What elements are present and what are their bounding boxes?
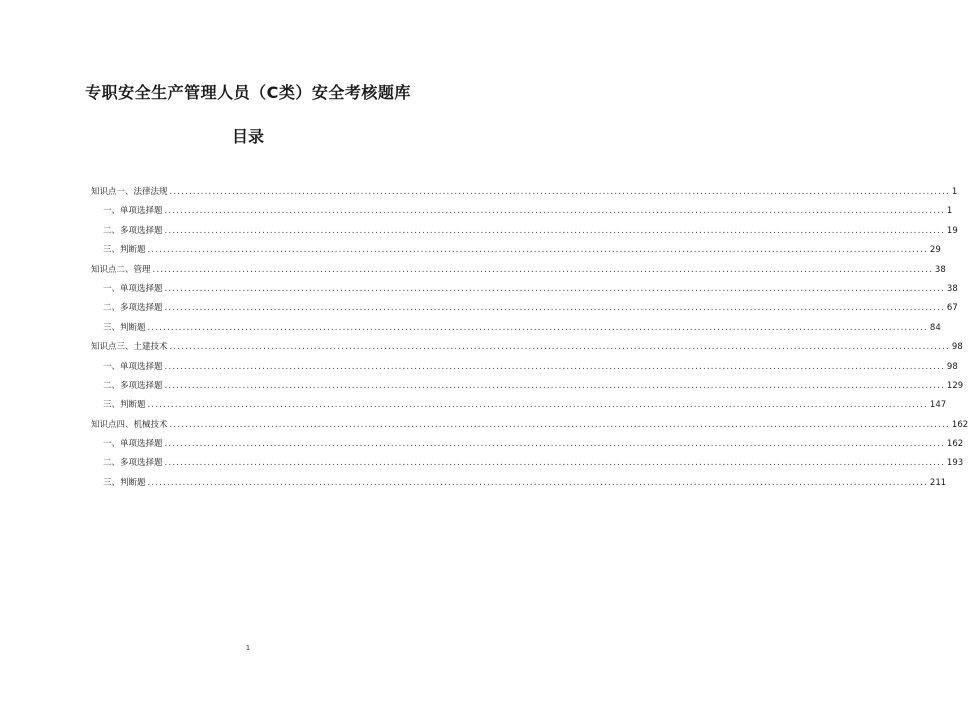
toc-leader-dots: ........................................................................................................................................................................................................ xyxy=(164,225,945,236)
toc-leader-dots: ........................................................................................................................................................................................................ xyxy=(164,206,945,217)
toc-section-entry[interactable] xyxy=(91,185,958,204)
toc-section-entry[interactable] xyxy=(91,340,963,359)
toc-subsection-entry[interactable] xyxy=(91,456,964,475)
table-of-contents xyxy=(91,185,968,495)
toc-entry-label: 三、判断题 xyxy=(103,322,146,333)
toc-entry-page: 84 xyxy=(929,322,941,333)
toc-leader-dots: ........................................................................................................................................................................................................ xyxy=(169,419,950,430)
toc-leader-dots: ........................................................................................................................................................................................................ xyxy=(147,322,928,333)
toc-entry-page: 211 xyxy=(929,477,947,488)
toc-entry-label: 一、单项选择题 xyxy=(103,283,163,294)
toc-entry-label: 二、多项选择题 xyxy=(103,303,163,314)
toc-entry-page: 162 xyxy=(951,419,968,430)
toc-leader-dots: ........................................................................................................................................................................................................ xyxy=(147,477,928,488)
toc-leader-dots: ........................................................................................................................................................................................................ xyxy=(164,380,945,391)
toc-entry-page: 38 xyxy=(946,283,958,294)
toc-section-entry[interactable] xyxy=(91,418,968,437)
toc-leader-dots: ........................................................................................................................................................................................................ xyxy=(164,458,945,469)
toc-subsection-entry[interactable] xyxy=(91,224,958,243)
toc-entry-page: 147 xyxy=(929,400,947,411)
toc-leader-dots: ........................................................................................................................................................................................................ xyxy=(169,342,950,353)
toc-subsection-entry[interactable] xyxy=(91,379,964,398)
page-number: 1 xyxy=(245,644,251,652)
toc-leader-dots: ........................................................................................................................................................................................................ xyxy=(164,283,945,294)
toc-subsection-entry[interactable] xyxy=(91,437,964,456)
toc-entry-page: 193 xyxy=(946,458,964,469)
toc-entry-label: 一、单项选择题 xyxy=(103,206,163,217)
toc-subsection-entry[interactable] xyxy=(91,204,953,223)
toc-subsection-entry[interactable] xyxy=(91,476,947,495)
toc-leader-dots: ........................................................................................................................................................................................................ xyxy=(169,187,950,197)
toc-entry-page: 38 xyxy=(934,264,946,275)
toc-entry-page: 67 xyxy=(946,303,958,314)
toc-entry-label: 一、单项选择题 xyxy=(103,361,163,372)
toc-heading: 目录 xyxy=(231,127,264,146)
toc-entry-label: 一、单项选择题 xyxy=(103,439,163,450)
toc-subsection-entry[interactable] xyxy=(91,321,941,340)
toc-leader-dots: ........................................................................................................................................................................................................ xyxy=(147,245,928,256)
document-title: 专职安全生产管理人员（C类）安全考核题库 xyxy=(85,83,411,102)
toc-leader-dots: ........................................................................................................................................................................................................ xyxy=(164,303,945,314)
toc-entry-page: 129 xyxy=(946,380,964,391)
toc-entry-label: 三、判断题 xyxy=(103,400,146,411)
toc-entry-page: 29 xyxy=(929,245,941,256)
toc-leader-dots: ........................................................................................................................................................................................................ xyxy=(147,400,928,411)
toc-entry-label: 三、判断题 xyxy=(103,245,146,256)
toc-subsection-entry[interactable] xyxy=(91,243,941,262)
toc-entry-page: 1 xyxy=(946,206,953,217)
toc-subsection-entry[interactable] xyxy=(91,398,947,417)
toc-entry-label: 二、多项选择题 xyxy=(103,458,163,469)
toc-leader-dots: ........................................................................................................................................................................................................ xyxy=(164,361,945,372)
toc-subsection-entry[interactable] xyxy=(91,282,958,301)
toc-entry-page: 19 xyxy=(946,225,958,236)
toc-entry-label: 三、判断题 xyxy=(103,477,146,488)
toc-entry-label: 知识点二、管理 xyxy=(91,264,151,275)
toc-entry-label: 二、多项选择题 xyxy=(103,380,163,391)
toc-subsection-entry[interactable] xyxy=(91,360,958,379)
toc-entry-page: 1 xyxy=(951,187,958,197)
toc-entry-label: 知识点一、法律法规 xyxy=(91,187,168,197)
toc-entry-label: 二、多项选择题 xyxy=(103,225,163,236)
toc-entry-page: 98 xyxy=(951,342,963,353)
toc-entry-page: 98 xyxy=(946,361,958,372)
toc-entry-label: 知识点四、机械技术 xyxy=(91,419,168,430)
toc-entry-label: 知识点三、土建技术 xyxy=(91,342,168,353)
toc-entry-page: 162 xyxy=(946,439,964,450)
toc-subsection-entry[interactable] xyxy=(91,301,958,320)
toc-leader-dots: ........................................................................................................................................................................................................ xyxy=(164,439,945,450)
toc-section-entry[interactable] xyxy=(91,263,946,282)
toc-leader-dots: ........................................................................................................................................................................................................ xyxy=(152,264,933,275)
